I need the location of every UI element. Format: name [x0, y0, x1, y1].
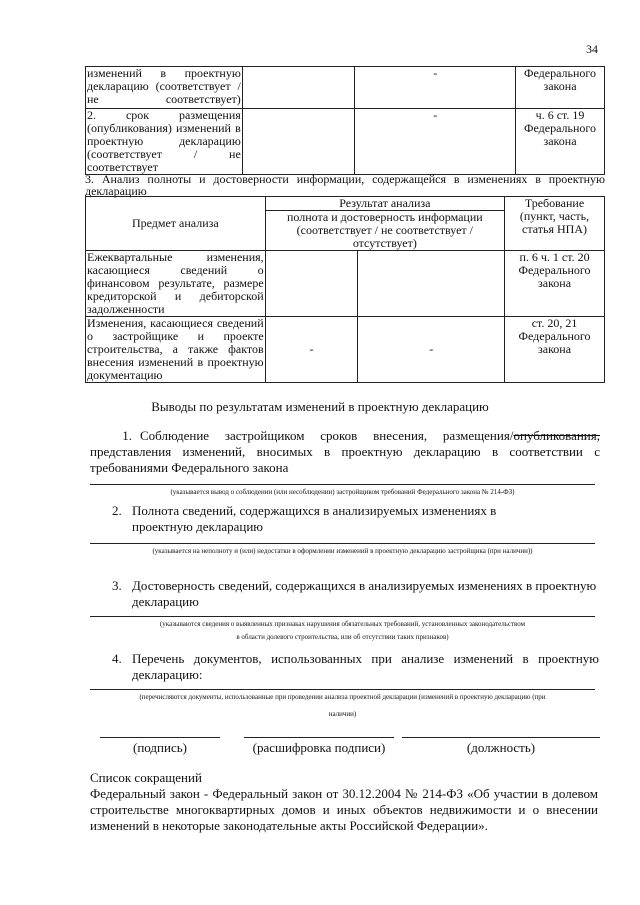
table-row [86, 317, 605, 383]
table-row [86, 67, 605, 109]
hint-text: (указывается вывод о соблюдении (или несоблюдении) застройщиком требований Федерального закона № 214-ФЗ) [170, 488, 515, 496]
table-cell-result-2: - [355, 109, 516, 175]
item-number: 2. [112, 503, 122, 518]
table-cell-requirement: Федерального закона [516, 67, 605, 109]
analysis-table-continued [85, 66, 605, 175]
abbreviations-text: Федеральный закон - Федеральный закон от 30.12.2004 № 214-ФЗ «Об участии в долевом строительстве многоквартирных домов и иных объектов недвижимости и о внесении изменений в некоторые законодательные акты Российской Федерации». [90, 786, 598, 833]
signature-label: (подпись) [133, 740, 187, 755]
header-subject: Предмет анализа [86, 197, 266, 251]
decode-label: (расшифровка подписи) [252, 740, 386, 755]
hint-text: (перечисляются документы, использованные при проведении анализа проектной декларации (изменений в проектную декларацию (при [139, 693, 546, 701]
conclusion-item-1 [90, 428, 600, 476]
header-result-sub: полнота и достоверность информации (соответствует / не соответствует / отсутствует) [265, 211, 504, 251]
table-cell-result-2: - [355, 67, 516, 109]
position-line [402, 737, 600, 738]
table-cell-subject: Изменения, касающиеся сведений о застройщике и проекте строительства, а также фактов внесения изменений в проектную документацию [87, 316, 264, 382]
hint-text: (указываются сведения о выявленных признаках нарушения обязательных требований, установленных законодательством [159, 620, 526, 628]
table-cell-requirement: ст. 20, 21 Федерального закона [505, 317, 605, 383]
item-text-continued: представления изменений, вносимых в проектную декларацию в соответствии с требованиями Федерального закона [90, 444, 600, 475]
table-cell-result-1: - [265, 317, 358, 383]
decode-line [244, 737, 394, 738]
page-number: 34 [586, 42, 598, 56]
table-cell-subject: 2. срок размещения (опубликования) изменений в проектную декларацию (соответствует / не соответствует [87, 108, 241, 174]
table-cell-result-2 [358, 251, 505, 317]
table-cell-requirement: п. 6 ч. 1 ст. 20 Федерального закона [505, 251, 605, 317]
signature-line [100, 737, 220, 738]
table-cell-subject: изменений в проектную декларацию (соответствует / не соответствует) [86, 67, 243, 109]
hint-text: наличии) [328, 710, 357, 718]
table-cell-result-2: - [358, 317, 505, 383]
analysis-table [85, 196, 605, 383]
struck-text: опубликования, [513, 428, 600, 443]
conclusion-item-2: Полнота сведений, содержащихся в анализируемых изменениях в проектную декларацию [132, 503, 497, 534]
answer-line [90, 616, 595, 617]
table-header-row [86, 197, 605, 211]
table-cell-subject: Ежеквартальные изменения, касающиеся сведений о финансовом результате, размере кредиторской и дебиторской задолженности [87, 250, 264, 316]
table-cell-result-1 [265, 251, 358, 317]
answer-line [90, 543, 595, 544]
answer-line [90, 484, 595, 485]
header-result: Результат анализа [265, 197, 504, 211]
table-row [86, 109, 605, 175]
hint-text: в области долевого строительства, или об отсутствии таких признаков) [236, 633, 449, 641]
table-cell-requirement: ч. 6 ст. 19 Федерального закона [516, 109, 605, 175]
position-label: (должность) [466, 740, 536, 755]
table-row [86, 251, 605, 317]
table-cell-result-1 [242, 109, 355, 175]
item-number: 3. [112, 578, 122, 593]
answer-line [90, 689, 595, 690]
section-3-heading: 3. Анализ полноты и достоверности информации, содержащейся в изменениях в проектную декларацию [85, 172, 605, 198]
abbreviations-title: Список сокращений [90, 770, 202, 785]
table-cell-result-1 [242, 67, 355, 109]
item-number: 4. [112, 651, 122, 666]
conclusion-item-4: Перечень документов, использованных при анализе изменений в проектную декларацию: [132, 651, 599, 682]
conclusion-item-3: Достоверность сведений, содержащихся в анализируемых изменениях в проектную декларацию [132, 578, 597, 609]
item-number: 1. [122, 428, 132, 443]
item-text: Соблюдение застройщиком сроков внесения, размещения/ [140, 428, 514, 443]
header-requirement: Требование (пункт, часть, статья НПА) [505, 197, 605, 251]
hint-text: (указывается на неполноту и (или) недостатки в оформлении изменений в проектную декларацию застройщика (при наличии)) [152, 547, 533, 555]
conclusions-heading: Выводы по результатам изменений в проектную декларацию [151, 399, 489, 414]
